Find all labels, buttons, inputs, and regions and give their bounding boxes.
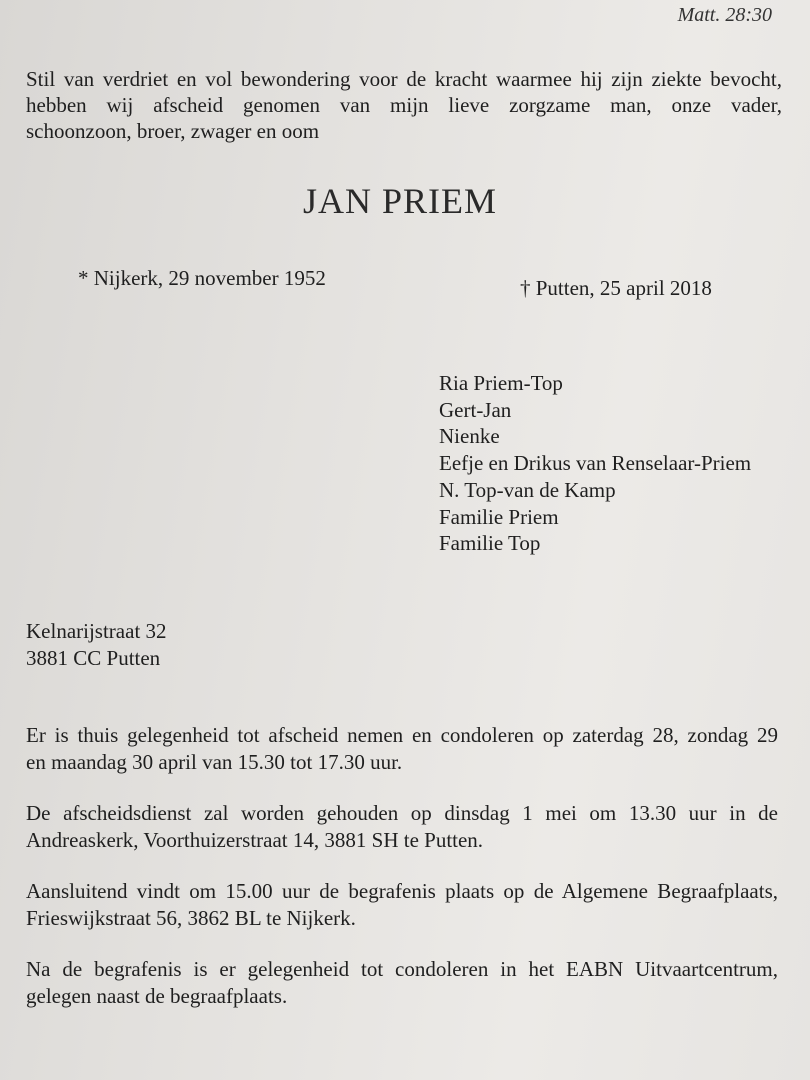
mourner-item: Gert-Jan <box>439 397 512 422</box>
intro-line: schoonzoon, broer, zwager en oom <box>26 119 320 143</box>
mourner-item: Familie Top <box>439 531 541 556</box>
mourner-item: Familie Priem <box>439 504 559 529</box>
intro-text <box>26 66 782 144</box>
address-city: 3881 CC Putten <box>26 646 161 670</box>
after-burial-paragraph <box>26 956 778 1010</box>
mourner-item: N. Top-van de Kamp <box>439 477 616 502</box>
death-info: † Putten, 25 april 2018 <box>520 276 712 300</box>
burial-paragraph <box>26 878 778 932</box>
paragraph-line: Er is thuis gelegenheid tot afscheid nemen en condoleren op zaterdag 28, zondag 29 <box>26 723 778 747</box>
mourner-item: Ria Priem-Top <box>439 371 563 395</box>
birth-info: * Nijkerk, 29 november 1952 <box>78 266 326 290</box>
intro-line: hebben wij afscheid genomen van mijn lieve zorgzame man, onze vader, <box>26 93 782 117</box>
paragraph-line: De afscheidsdienst zal worden gehouden op dinsdag 1 mei om 13.30 uur in de <box>26 801 778 825</box>
condolence-paragraph <box>26 722 778 776</box>
mourners-list <box>439 370 751 557</box>
paragraph-line: en maandag 30 april van 15.30 tot 17.30 uur. <box>26 750 403 774</box>
bible-reference: Matt. 28:30 <box>677 4 772 26</box>
paragraph-line: gelegen naast de begraafplaats. <box>26 984 288 1008</box>
paragraph-line: Andreaskerk, Voorthuizerstraat 14, 3881 SH te Putten. <box>26 828 484 852</box>
home-address <box>26 618 167 672</box>
mourner-item: Eefje en Drikus van Renselaar-Priem <box>439 451 752 476</box>
paragraph-line: Frieswijkstraat 56, 3862 BL te Nijkerk. <box>26 906 356 930</box>
intro-line: Stil van verdriet en vol bewondering voor de kracht waarmee hij zijn ziekte bevocht, <box>26 67 782 91</box>
deceased-name: JAN PRIEM <box>302 181 498 221</box>
service-paragraph <box>26 800 778 854</box>
paragraph-line: Aansluitend vindt om 15.00 uur de begrafenis plaats op de Algemene Begraafplaats, <box>26 879 778 903</box>
address-street: Kelnarijstraat 32 <box>26 619 167 643</box>
mourner-item: Nienke <box>439 424 500 449</box>
paragraph-line: Na de begrafenis is er gelegenheid tot condoleren in het EABN Uitvaartcentrum, <box>26 957 778 981</box>
